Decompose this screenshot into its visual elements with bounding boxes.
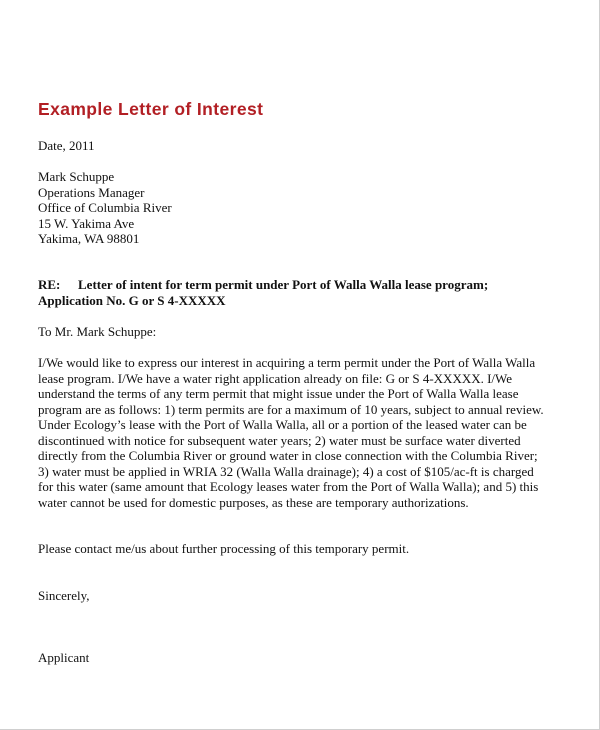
subject-block xyxy=(38,277,488,309)
body-line: program are as follows: 1) term permits are for a maximum of 10 years, subject to annual review. xyxy=(38,401,544,417)
subject-line-2: Application No. G or S 4-XXXXX xyxy=(38,293,226,308)
letter-date: Date, 2011 xyxy=(38,138,95,153)
body-line: lease program. I/We have a water right application already on file: G or S 4-XXXXX. I/We xyxy=(38,370,513,386)
body-line: Under Ecology’s lease with the Port of Walla Walla, all or a portion of the leased water can be xyxy=(38,417,527,432)
recipient-address xyxy=(38,169,172,247)
body-paragraph xyxy=(38,355,568,510)
recipient-street: 15 W. Yakima Ave xyxy=(38,215,135,231)
salutation: To Mr. Mark Schuppe: xyxy=(38,324,157,339)
closing-request: Please contact me/us about further processing of this temporary permit. xyxy=(38,541,410,556)
letter-title: Example Letter of Interest xyxy=(38,99,264,119)
closing: Sincerely, xyxy=(38,588,90,603)
signature: Applicant xyxy=(38,650,90,665)
recipient-name: Mark Schuppe xyxy=(38,169,115,184)
recipient-office: Office of Columbia River xyxy=(38,200,172,216)
body-line: discontinued with notice for subsequent water years; 2) water must be surface water diverted xyxy=(38,432,521,448)
recipient-city: Yakima, WA 98801 xyxy=(38,231,140,247)
subject-label: RE: xyxy=(38,277,61,292)
body-line: directly from the Columbia River or ground water in close connection with the Columbia River; xyxy=(38,448,538,463)
body-line: water cannot be used for domestic purposes, as these are temporary authorizations. xyxy=(38,494,469,510)
body-line: for this water (same amount that Ecology leases water from the Port of Walla Walla); and 5) this xyxy=(38,479,539,494)
recipient-position: Operations Manager xyxy=(38,184,145,200)
body-line: 3) water must be applied in WRIA 32 (Walla Walla drainage); 4) a cost of $105/ac-ft is charged xyxy=(38,463,534,479)
body-line: I/We would like to express our interest in acquiring a term permit under the Port of Walla Walla xyxy=(38,355,536,370)
body-line: understand the terms of any term permit that might issue under the Port of Walla Walla lease xyxy=(38,386,519,401)
subject-line-1: Letter of intent for term permit under Port of Walla Walla lease program; xyxy=(78,277,489,292)
